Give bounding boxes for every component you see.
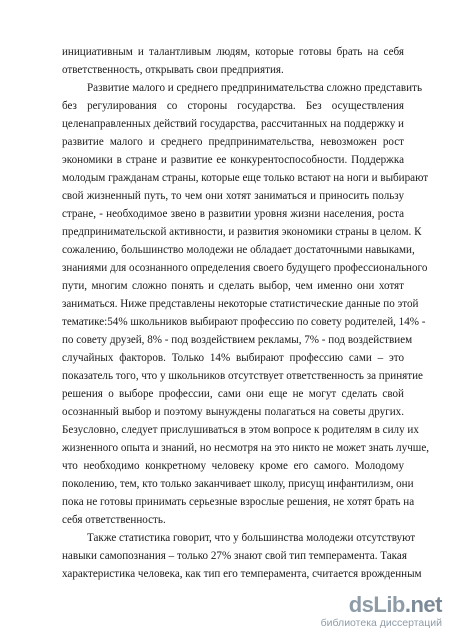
text-line: пока не готовы принимать серьезные взрослые решения, не хотят брать на [62, 496, 415, 508]
text-line: пути, многим сложно понять и сделать выбор, чем именно они хотят [62, 280, 404, 292]
text-line: экономики в стране и развитие ее конкурентоспособности. Поддержка [62, 154, 404, 166]
text-line: стране, - необходимое звено в развитии уровня жизни населения, роста [62, 208, 404, 220]
text-line: предпринимательской активности, и развития экономики страны в целом. К [62, 226, 422, 238]
text-line: свой жизненный путь, то чем они хотят заниматься и приносить пользу [62, 190, 404, 202]
text-line: жизненного опыта и знаний, но несмотря на это никто не может знать лучше, [62, 442, 430, 454]
watermark-subtitle: библиотека диссертаций [320, 617, 442, 629]
text-line: показатель того, что у школьников отсутствует ответственность за принятие [62, 370, 423, 382]
text-line: целенаправленных действий государства, рассчитанных на поддержку и [62, 118, 404, 130]
text-line: ответственность, открывать свои предприятия. [62, 64, 284, 76]
text-line: характеристика человека, как тип его темперамента, считается врожденным [62, 568, 422, 580]
text-line: без регулирования со стороны государства. Без осуществления [62, 100, 404, 112]
text-line: инициативным и талантливым людям, которые готовы брать на себя [62, 46, 404, 58]
dslib-watermark [322, 593, 442, 631]
text-line: Безусловно, следует прислушиваться в этом вопросе к родителям в силу их [62, 424, 419, 436]
text-line: решения о выборе профессии, сами они еще не могут сделать свой [62, 388, 404, 400]
logo-main-text: dsLib [348, 592, 405, 617]
text-line: развитие малого и среднего предпринимательства, невозможен рост [62, 136, 404, 148]
text-line: себя ответственность. [62, 514, 166, 526]
text-line: навыки самопознания – только 27% знают свой тип темперамента. Такая [62, 550, 407, 562]
text-line: случайных факторов. Только 14% выбирают профессию сами – это [62, 352, 404, 364]
text-line: заниматься. Ниже представлены некоторые статистические данные по этой [62, 298, 419, 310]
text-line: тематике:54% школьников выбирают профессию по совету родителей, 14% - [62, 316, 426, 328]
logo-tld-text: .net [404, 592, 442, 617]
text-line: сожалению, большинство молодежи не обладает достаточными навыками, [62, 244, 415, 256]
paragraph-first-line: Развитие малого и среднего предпринимательства сложно представить [87, 82, 423, 94]
paragraph-first-line: Также статистика говорит, что у большинства молодежи отсутствуют [87, 532, 416, 544]
dslib-logo [349, 593, 442, 617]
text-line: поколению, тем, кто только заканчивает школу, присущ инфантилизм, они [62, 478, 414, 490]
text-line: осознанный выбор и поэтому вынуждены полагаться на советы других. [62, 406, 404, 418]
text-line: знаниями для осознанного определения своего будущего профессионального [62, 262, 428, 274]
text-line: молодым гражданам страны, которые еще только встают на ноги и выбирают [62, 172, 429, 184]
text-line: что необходимо конкретному человеку кроме его самого. Молодому [62, 460, 404, 472]
text-line: по совету друзей, 8% - под воздействием рекламы, 7% - под воздействием [62, 334, 413, 346]
